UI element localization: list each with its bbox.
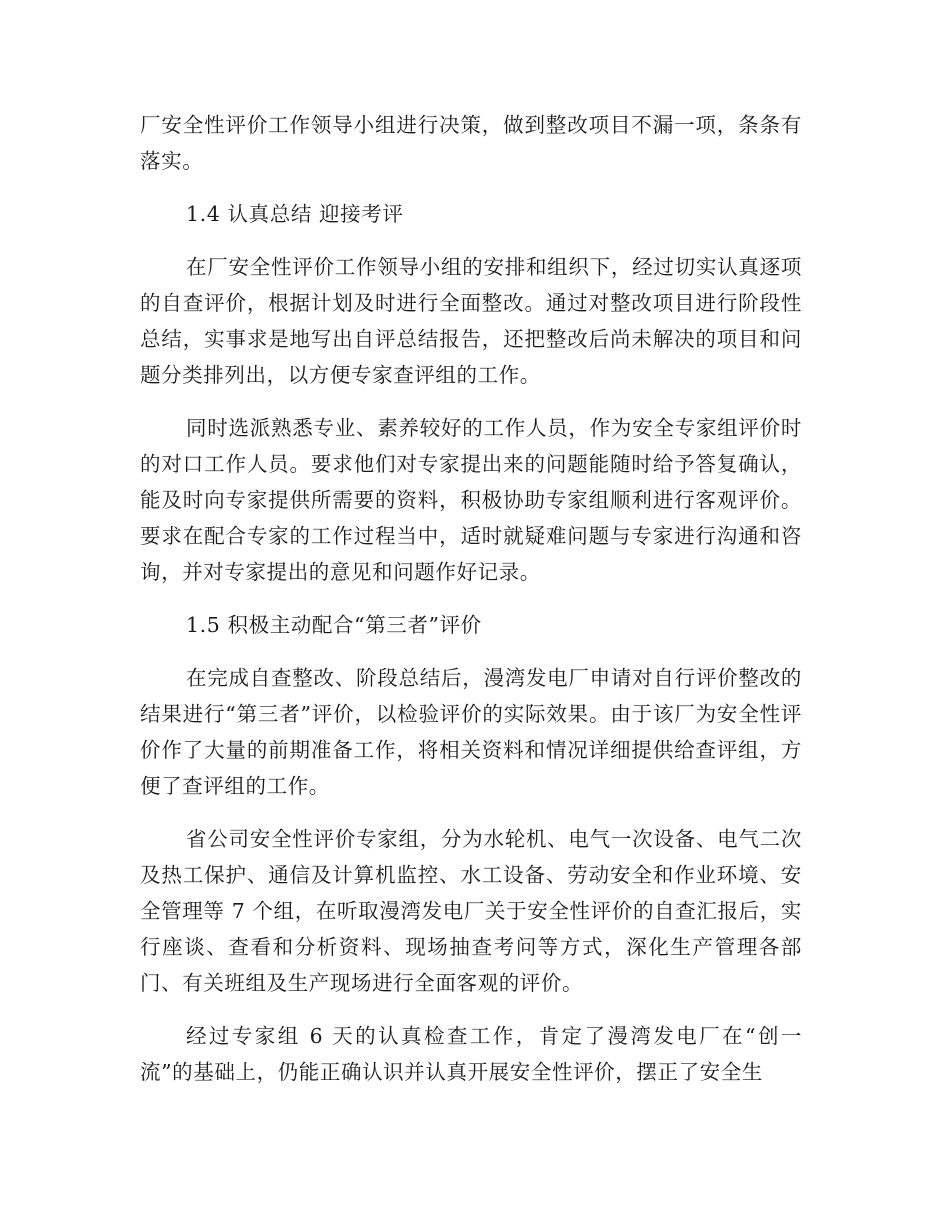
paragraph-continuation: 厂安全性评价工作领导小组进行决策，做到整改项目不漏一项，条条有落实。 <box>140 113 802 173</box>
paragraph-self-evaluation: 在厂安全性评价工作领导小组的安排和组织下，经过切实认真逐项的自查评价，根据计划及时进行全面整改。通过对整改项目进行阶段性总结，实事求是地写出自评总结报告，还把整改后尚未解决的项目和问题分类排列出，以方便专家查评组的工作。 <box>140 255 802 387</box>
paragraph-third-party-evaluation: 在完成自查整改、阶段总结后，漫湾发电厂申请对自行评价整改的结果进行“第三者”评价，以检验评价的实际效果。由于该厂为安全性评价作了大量的前期准备工作，将相关资料和情况详细提供给查评组，方便了查评组的工作。 <box>140 666 802 798</box>
section-heading-1-5: 1.5 积极主动配合“第三者”评价 <box>186 613 482 637</box>
paragraph-expert-groups: 省公司安全性评价专家组，分为水轮机、电气一次设备、电气二次及热工保护、通信及计算机监控、水工设备、劳动安全和作业环境、安全管理等 7 个组，在听取漫湾发电厂关于安全性评价的自查汇报后，实行座谈、查看和分析资料、现场抽查考问等方式，深化生产管理各部门、有关班组及生产现场进行全面客观的评价。 <box>140 827 802 995</box>
paragraph-expert-conclusion: 经过专家组 6 天的认真检查工作，肯定了漫湾发电厂在“创一流”的基础上，仍能正确认识并认真开展安全性评价，摆正了安全生 <box>140 1024 802 1084</box>
section-heading-1-4: 1.4 认真总结 迎接考评 <box>186 202 404 226</box>
document-body <box>140 107 802 1107</box>
paragraph-staff-selection: 同时选派熟悉专业、素养较好的工作人员，作为安全专家组评价时的对口工作人员。要求他们对专家提出来的问题能随时给予答复确认，能及时向专家提供所需要的资料，积极协助专家组顺利进行客观评价。要求在配合专家的工作过程当中，适时就疑难问题与专家进行沟通和咨询，并对专家提出的意见和问题作好记录。 <box>140 416 802 584</box>
